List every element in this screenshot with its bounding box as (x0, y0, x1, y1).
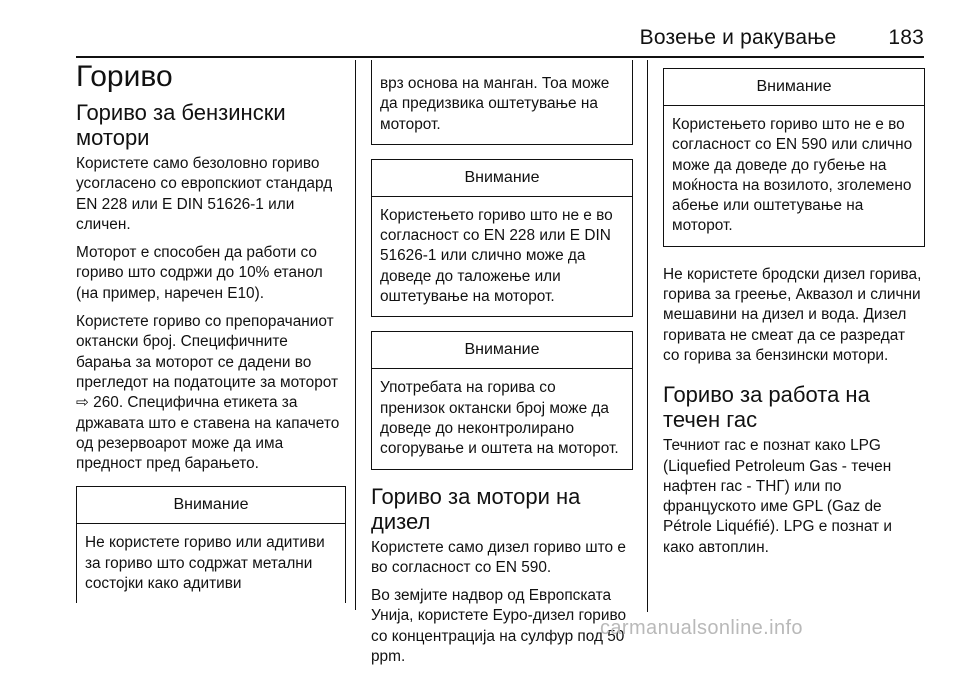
notice-text: Користењето гориво што не е во согласност со EN 590 или слично може да доведе до губење на моќноста на возилото, зголемено абење или оштетување на моторот. (672, 116, 913, 235)
column-divider-1 (355, 60, 356, 610)
notice-text: врз основа на манган. Тоа може да предизвика оштетување на моторот. (380, 75, 610, 133)
notice-title: Внимание (77, 487, 345, 524)
notice-box-continued (371, 60, 633, 145)
page-title: Гориво (76, 60, 173, 93)
paragraph: Во земјите надвор од Европската Унија, користете Еуро-дизел гориво со концентрација на сулфур под 50 ppm. (371, 587, 627, 666)
notice-box (371, 331, 633, 469)
notice-title: Внимание (372, 160, 632, 197)
paragraph: Моторот е способен да работи со гориво што содржи до 10% етанол (на пример, наречен E10). (76, 244, 323, 302)
watermark: carmanualsonline.info (600, 617, 803, 639)
notice-text: Употребата на горива со пренизок октански број може да доведе до неконтролирано согорување и оштета на моторот. (380, 379, 619, 458)
notice-title: Внимание (372, 332, 632, 369)
section-heading-diesel: Гориво за мотори на дизел (371, 483, 581, 534)
notice-box (76, 486, 346, 603)
notice-box (371, 159, 633, 317)
section-heading-petrol: Гориво за бензински мотори (76, 100, 286, 150)
page-header (640, 26, 924, 50)
column-1 (76, 58, 346, 617)
section-title: Возење и ракување (639, 26, 837, 49)
notice-text: Користењето гориво што не е во согласност со EN 228 или E DIN 51626-1 или слично може да доведе до таложење или оштетување на моторот. (380, 206, 613, 306)
paragraph: Течниот гас е познат како LPG (Liquefied Petroleum Gas - течен нафтен гас - ТНГ) или по францускoто име GPL (Gaz de Pétrole Liquéfié). LPG е познат и како автоплин. (663, 437, 892, 556)
paragraph: Користете само дизел гориво што е во согласност со EN 590. (371, 538, 626, 576)
column-3 (663, 58, 925, 566)
paragraph: Користете само безоловно гориво усогласено со европскиот стандард EN 228 или E DIN 51626-1 или сличен. (76, 155, 333, 233)
paragraph: Не користете бродски дизел горива, горива за греење, Аквазол и слични мешавини на дизел и вода. Дизел горивата не смеат да се разредат со горива за бензински мотори. (663, 265, 922, 364)
notice-title: Внимание (664, 69, 924, 106)
page-number: 183 (888, 26, 924, 49)
column-divider-2 (647, 60, 648, 612)
notice-text: Не користете гориво или адитиви за гориво што содржат метални состојки како адитиви (85, 534, 325, 593)
section-heading-lpg: Гориво за работа на течен гас (663, 382, 870, 433)
notice-box (663, 68, 925, 247)
column-2 (371, 58, 633, 675)
paragraph: Користете гориво со препорачаниот октански број. Специфичните барања за моторот се дадени во прегледот на податоците за моторот ⇨ 260. Специфична етикета за државата што е ставена на капачето од резервоарот може да има предност пред барањето. (76, 313, 340, 473)
